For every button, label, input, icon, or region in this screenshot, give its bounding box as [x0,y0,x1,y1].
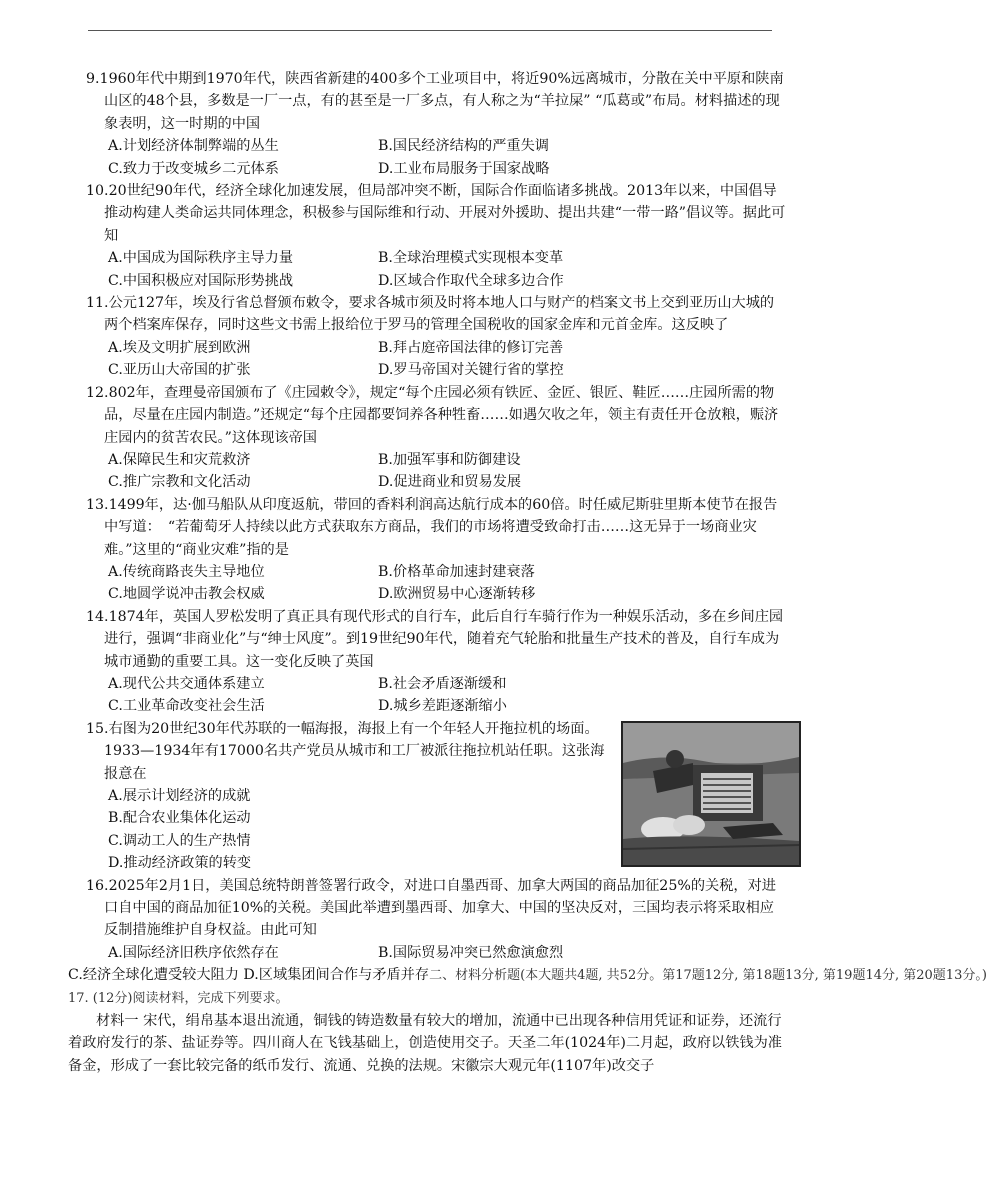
question-stem: 16.2025年2月1日，美国总统特朗普签署行政令，对进口自墨西哥、加拿大两国的商品加征25%的关税，对进口自中国的商品加征10%的关税。美国此举遭到墨西哥、加拿大、中国的坚决反对，三国均表示将采取相应反制措施维护自身权益。由此可知 [86,877,776,939]
question-13 [86,494,786,606]
question-14 [86,606,786,718]
tractor-poster-illustration [623,723,799,865]
option-c[interactable]: C.工业革命改变社会生活 [108,698,265,715]
question-stem: 13.1499年，达·伽马船队从印度返航，带回的香料利润高达航行成本的60倍。时任威尼斯驻里斯本使节在报告中写道： “若葡萄牙人持续以此方式获取东方商品，我们的市场将遭受致命打击……这无异于一场商业灾难。”这里的“商业灾难”指的是 [86,496,778,558]
options [86,247,786,292]
option-b[interactable]: B.国民经济结构的严重失调 [378,138,549,155]
question-stem: 15.右图为20世纪30年代苏联的一幅海报，海报上有一个年轻人开拖拉机的场面。1933—1934年有17000名共产党员从城市和工厂被派往拖拉机站任职。这张海报意在 [86,720,605,782]
question-12 [86,382,786,494]
option-b[interactable]: B.国际贸易冲突已然愈演愈烈 [378,944,564,961]
option-a[interactable]: A.埃及文明扩展到欧洲 [108,339,251,356]
option-a[interactable]: A.保障民生和灾荒救济 [108,451,251,468]
question-9 [86,68,786,180]
options [86,337,786,382]
option-b[interactable]: B.全球治理模式实现根本变革 [378,250,564,267]
question-stem: 9.1960年代中期到1970年代，陕西省新建的400多个工业项目中，将近90%远离城市，分散在关中平原和陕南山区的48个县，多数是一厂一点，有的甚至是一厂多点，有人称之为“羊拉屎” “瓜葛或”布局。材料描述的现象表明，这一时期的中国 [86,71,784,132]
option-a[interactable]: A.展示计划经济的成就 [108,788,251,804]
option-c[interactable]: C.调动工人的生产热情 [108,832,251,849]
option-d[interactable]: D.城乡差距逐渐缩小 [378,698,507,715]
option-d[interactable]: D.促进商业和贸易发展 [378,474,522,491]
material-one: 材料一 宋代，绢帛基本退出流通，铜钱的铸造数量有较大的增加，流通中已出现各种信用凭证和证券，还流行着政府发行的茶、盐证券等。四川商人在飞钱基础上，创造使用交子。天圣二年(1024年)二月起，政府以铁钱为准备金，形成了一套比较完备的纸币发行、流通、兑换的法规。宋徽宗大观元年(1107年)改交子 [68,1013,782,1074]
option-c[interactable]: C.推广宗教和文化活动 [108,474,251,491]
option-b[interactable]: B.加强军事和防御建设 [378,451,521,468]
soviet-tractor-poster-image [621,721,801,867]
options [86,561,786,606]
option-d[interactable]: D.罗马帝国对关键行省的掌控 [378,362,564,379]
option-c[interactable]: C.亚历山大帝国的扩张 [108,362,251,379]
option-c[interactable]: C.致力于改变城乡二元体系 [108,160,279,177]
option-d[interactable]: D.工业布局服务于国家战略 [378,160,550,177]
option-c[interactable]: C.中国积极应对国际形势挑战 [108,272,294,289]
options [86,135,786,180]
question-17 [68,988,786,1078]
question-16 [86,875,786,965]
option-b[interactable]: B.配合农业集体化运动 [108,810,251,827]
option-d[interactable]: D.推动经济政策的转变 [108,855,252,872]
question-17-head: 17. (12分)阅读材料，完成下列要求。 [68,990,289,1006]
options [86,673,786,718]
question-stem: 10.20世纪90年代，经济全球化加速发展，但局部冲突不断，国际合作面临诸多挑战。2013年以来，中国倡导推动构建人类命运共同体理念，积极参与国际维和行动、开展对外援助、提出共建“一带一路”倡议等。据此可知 [86,183,786,244]
section-heading: 二、材料分析题(本大题共4题, 共52分。第17题12分, 第18题13分, 第19题14分, 第20题13分。) [429,968,987,984]
option-b[interactable]: B.社会矛盾逐渐缓和 [378,675,507,692]
question-15 [86,718,786,875]
option-d[interactable]: D.欧洲贸易中心逐渐转移 [378,586,536,603]
option-a[interactable]: A.国际经济旧秩序依然存在 [108,944,279,961]
options [86,449,786,494]
option-b[interactable]: B.拜占庭帝国法律的修订完善 [378,339,564,356]
question-stem: 11.公元127年，埃及行省总督颁布敕令，要求各城市须及时将本地人口与财产的档案文书上交到亚历山大城的两个档案库保存，同时这些文书需上报给位于罗马的管理全国税收的国家金库和元首金库。这反映了 [86,295,775,334]
option-a[interactable]: A.现代公共交通体系建立 [108,675,265,692]
question-10 [86,180,786,292]
option-c[interactable]: C.地圆学说冲击教会权威 [108,586,265,603]
options-cd-and-section-heading [68,964,987,987]
option-c-d[interactable]: C.经济全球化遭受较大阻力 D.区域集团间合作与矛盾并存 [68,967,430,984]
options [86,942,786,964]
exam-page [68,68,987,1077]
option-a[interactable]: A.计划经济体制弊端的丛生 [108,138,279,155]
question-11 [86,292,786,382]
question-stem: 14.1874年，英国人罗松发明了真正具有现代形式的自行车，此后自行车骑行作为一种娱乐活动，多在乡间庄园进行，强调“非商业化”与“绅士风度”。到19世纪90年代，随着充气轮胎和批量生产技术的普及，自行车成为城市通勤的重要工具。这一变化反映了英国 [86,608,784,670]
header-rule [88,30,772,31]
option-a[interactable]: A.传统商路丧失主导地位 [108,563,265,580]
option-b[interactable]: B.价格革命加速封建衰落 [378,563,535,580]
option-d[interactable]: D.区域合作取代全球多边合作 [378,272,564,289]
option-a[interactable]: A.中国成为国际秩序主导力量 [108,250,294,267]
question-stem: 12.802年，查理曼帝国颁布了《庄园敕令》，规定“每个庄园必须有铁匠、金匠、银匠、鞋匠……庄园所需的物品，尽量在庄园内制造。”还规定“每个庄园都要饲养各种牲畜……如遇欠收之年，领主有责任开仓放粮，赈济庄园内的贫苦农民。”这体现该帝国 [86,384,779,446]
